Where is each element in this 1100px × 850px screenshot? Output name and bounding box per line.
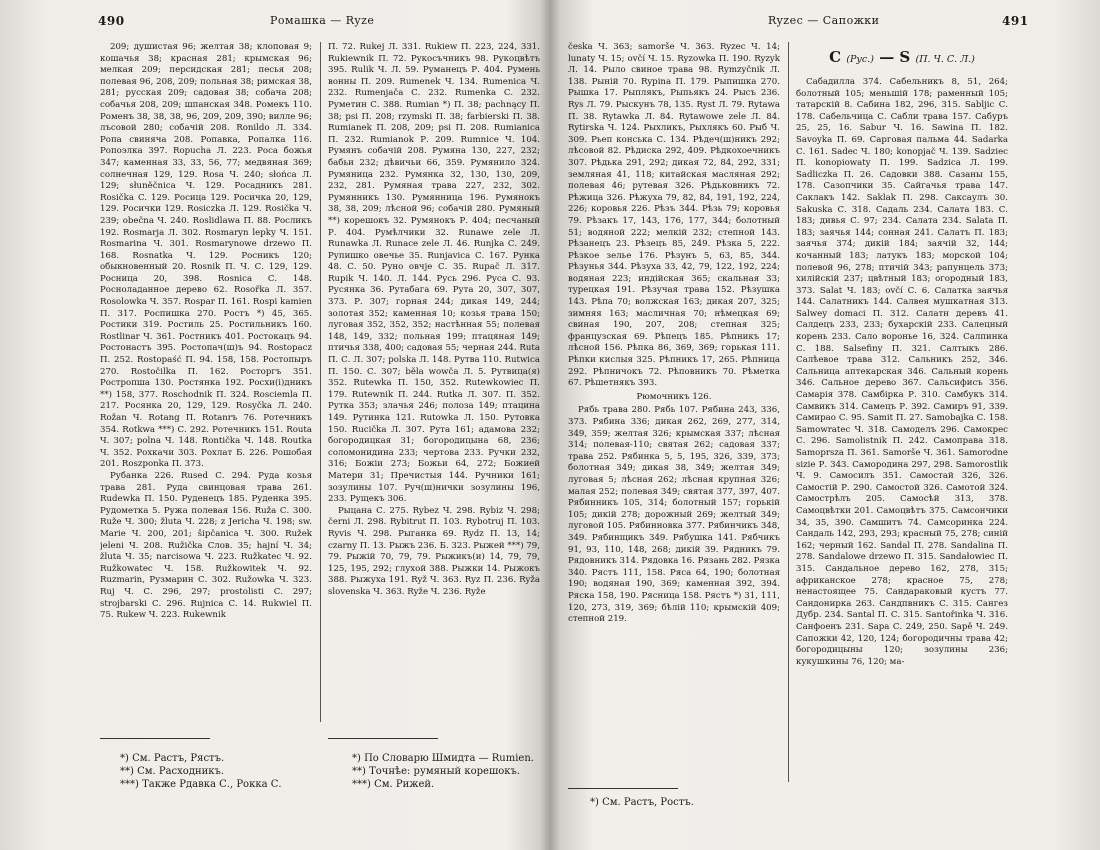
section-letter-latin: S — [899, 48, 911, 66]
left-col1b-text: Рубанка 226. Rused С. 294. Руда козья травa 281. Руда свинцовая трава 261. Rudewka П. 150. Руденецъ 185. Руденка 395. Рудометка 5. Ружа полевая 156. Ruža С. 300. Ruže Ч. 300; žluta Ч. 228; z Jericha Ч. 198; sw. Marie Ч. 200, 201; šipčanica Ч. 300. Ružek jeleni Ч. 208. Ružička Слов. 35; hajní Ч. 34; žluta Ч. 35; narcisowa Ч. 223. Ružkatec Ч. 92. Ružkowatec Ч. 158. Ružkowitek Ч. 92. Ruzmarin, Рузмарин С. 302. Ružowka Ч. 323. Ruj Ч. С. 296, 297; prostolisti С. 297; strojbarski С. 296. Rujnica С. 14. Rukwiel П. 75. Rukew Ч. 223. Rukewnik — [100, 470, 312, 621]
left-col2-text: П. 72. Rukej Л. 331. Rukiew П. 223, 224, 331. Rukiewnik П. 72. Рукосъчникъ 98. Рукоцвѣтъ 395. Rulik Ч. Л. 59. Руманецъ Р. 404. Румень вонны П. 209. Rumenek Ч. 134. Rumenica Ч. 232. Rumenjača С. 232. Rumenka С. 232. Руметин С. 388. Rumian *) П. 38; pachnący П. 38; psi П. 208; rzymski П. 38; farbierski П. 38. Rumianek П. 208, 209; psi П. 208. Rumianica П. 232. Rumianok Р. 209. Rumnice Ч. 104. Румянъ собачій 208. Румяна 130, 227, 232; бабьи 232; дѣвичьи 66, 359. Румянило 324. Румяница 232. Румянка 32, 130, 130, 209, 232, 281. Румяная травa 227, 232, 302. Румянникъ 130. Румянница 196. Румянокъ 38, 38, 209; лѣсной 96; собачій 280. Румяный **) корешокъ 32. Румянокъ Р. 404; песчаный Р. 404. Румѣлчики 32. Runawe zele Л. Runawka Л. Runace zele Л. 46. Runjka С. 249. Рупишко овечье 35. Runjavica С. 167. Рунка 48. С. 50. Руно овчје С. 35. Rupač Л. 317. Rupik Ч. 140. Л. 144. Русь 296. Руса С. 93. Русянка 36. Рутабага 69. Рута 20, 307, 307, 373. Р. 307; горная 244; дикая 149, 244; золотая 352; каменная 10; козья травa 150; луговая 352, 352, 352; настѣнная 55; полевая 148, 149, 332; польная 199; птацяная 149; птичья 338, 400; садовая 55; черная 244. Ruta П. С. Л. 307; polska Л. 148. Рутва 110. Rutwica П. 150. С. 307; běla wowča Л. 5. Рутвица(я) 352. Rutewka П. 150, 352. Rutewkowiec П. 179. Rutewnik П. 244. Rutka Л. 307. П. 352. Рутка 353; злачья 246; полоза 149; птацина 149. Рутинка 121. Rutowka Л. 150. Рутовка 150. Rucička Л. 307. Рута 161; адамова 232; богородицкая 31; богородицына 68, 236; соломонидина 233; чертова 233. Ручки 232, 316; Божіи 273; Божьи 64, 272; Божией Матери 31; Пречистыя 144. Ручники 161; зозулины 107. Руч(ш)нички зозулины 196, 233. Рущекъ 306. — [328, 42, 540, 505]
left-running-head: Ромашка — Ryze — [270, 14, 375, 27]
right-col1b-text: Рябь травa 280. Рябь 107. Рябина 243, 336, 373. Рябина 336; дикая 262, 269, 277, 314, 349, 359; желтая 326; крымская 337; лѣсная 314; полевая-110; святая 262; садовая 337; травa 252. Рябинка 5, 5, 195, 326, 339, 373; болотная 349; дикая 38, 349; желтая 349; луговая 5; лѣсная 262; лѣсная крупная 326; малая 252; полевая 349; святая 377, 397, 407. Рябинникъ 105, 314; болотный 157; горькій 105; дикій 278; дорожный 269; желтый 349; луговой 105. Рябинновка 377. Рябинчикъ 348, 349. Рябинщикъ 349. Рябушка 141. Рябчикъ 91, 93, 110, 148, 268; дикій 39. Рядникъ 79. Рядовникъ 314. Рядовка 16. Рязань 282. Рязка 340. Рястъ 111, 158. Ряса 64, 190; болотная 190; водяная 190, 369; каменная 392, 394. Ряска 158, 190. Рясница 158. Рястъ *) 31, 111, 120, 273, 319, 369; бѣлій 110; крымскій 409; степной 219. — [568, 405, 780, 625]
left-column-2 — [328, 42, 540, 692]
left-footnote-rule-1 — [100, 738, 210, 739]
left-col1-text: 209; душистая 96; желтая 38; клоповая 9; кошачья 38; красная 281; крымская 96; мелкая 209; персидская 281; песья 208; полевая 96, 208, 209; польная 38; римская 38, 281; русская 209; садовая 38; собача 208; собачья 208, 209; шпанская 348. Ромекъ 110. Роменъ 38, 38, 38, 96, 209, 209, 390; вилле 96; лъсовой 280; собачій 208. Ronildo Л. 334. Ропа свиняча 208. Ропавка, Ропалка 116. Ропоэлка 397. Ropucha Л. 223. Роса божья 347; каменная 33, 33, 56, 77; медвяная 369; солнечная 129, 129. Rosa Ч. 240; słońca Л. 129; słuněčnica Ч. 129. Росадникъ 281. Rosička C. 129. Росица 129. Росичка 20, 129, 129. Росички 129. Rosiczka Л. 129. Rosička Ч. 239; obečna Ч. 240. Roslidlawa П. 88. Росликъ 192. Rosmarja Л. 302. Rosmaryn lepky Ч. 151. Rosmarina Ч. 301. Rosmarynowe drzewo П. 168. Rosnatka Ч. 129. Росникъ 120; обыкновенный 20. Rosnik П. Ч. С. 129, 129. Росница 20, 398. Rosnica С. 148. Росноладанное дерево 62. Rosořka Л. 357. Rosolowka Ч. 357. Rospar П. 161. Rospi kamien П. 317. Роспишка 270. Ростъ *) 45, 365. Ростики 319. Ростиль 25. Ростильникъ 160. Rostlinar Ч. 361. Ростникъ 401. Ростокацъ 94. Ростонастъ 395. Ростопач(ш)ъ 94. Rostopacz П. 252. Rostopaść П. 94. 158, 158. Ростопыръ 270. Rostočilka П. 162. Росторгъ 351. Ростропша 130. Ростянка 192. Росхи(і)дникъ **) 158, 377. Roschodnik П. 324. Rosciemla П. 217. Росянка 20, 129, 129. Rosyčka Л. 240. Rožan Ч. Rotang П. Rotanrъ 76. Ротечникъ 354. Rotkwa ***) С. 292. Ротечникъ 151. Routa Ч. 307; polna Ч. 148. Rontička Ч. 148. Routka Ч. 352. Рохкачи 303. Рохлат Б. 226. Рошобая 201. Roszponka П. 373. — [100, 42, 312, 470]
left-col2b-text: Рыцана С. 275. Rybez Ч. 298. Rybiz Ч. 298; černi Л. 298. Rybitrut П. 103. Rybotruj П. 103. Ryvis Ч. 298. Рыганка 69. Rydz П. 13, 14; czarny П. 13. Рыжъ 236. Б. 323. Рыжей ***) 79, 79. Рыжій 70, 79, 79. Рыжикъ(и) 14, 79, 79, 125, 195, 292; глухой 388. Рыжки 14. Рыжокъ 388. Рыжуха 191. Ryž Ч. 363. Ryz П. 236. Ryža slovenska Ч. 363. Ryže Ч. 236. Ryže — [328, 505, 540, 597]
left-footnotes — [120, 752, 282, 791]
left-footnote: *) См. Растъ, Рястъ. — [120, 753, 225, 764]
right-running-head: Ryzec — Сапожки — [768, 14, 880, 27]
right-column-1 — [568, 42, 780, 782]
right-footnote: *) См. Растъ, Ростъ. — [590, 797, 694, 808]
right-col1-separator: Рюмочникъ 126. — [636, 391, 712, 402]
left-footnote-rule-2 — [328, 738, 438, 739]
right-footnotes — [590, 796, 694, 809]
left-footnote: ***) Также Рдавка С., Рокка С. — [120, 779, 282, 790]
mid-footnote: *) По Словарю Шмидта — Rumien. — [352, 753, 534, 764]
mid-footnotes — [352, 752, 534, 791]
section-heading: С (Рус.) — S (П. Ч. С. Л.) — [829, 48, 975, 66]
right-column-divider — [788, 42, 789, 782]
right-col2-text: Сабадилла 374. Сабельникъ 8, 51, 264; болотный 105; меньшій 178; раменный 105; татарскій 8. Сабина 182, 296, 315. Sabljic С. 178. Сабельчица С. Сабли травa 157. Сабуръ 25, 25, 16. Sabur Ч. 16. Sawina П. 182. Savoyka П. 69. Сарговая пальма 44. Sadarka С. 161. Sadec Ч. 180; konopjač Ч. 139. Sadziec П. konopiowaty П. 199. Sadzica Л. 199. Sadliczka П. 26. Садовки 388. Сазаны 155, 178. Сазопчики 35. Сайгачья травa 147. Саклакъ 142. Saklak П. 298. Саксаулъ 30. Sakuska С. 318. Садаль 234. Салата 183. С. 183; дивья С. 97; 234. Салата 234. Salata П. 183; заячья 144; сонная 241. Салатъ П. 183; заячья 374; дикій 184; заячій 32, 144; кочанный 183; латукъ 183; морской 104; полевой 96, 278; птичій 343; рапунцель 373; хилійскій 237; цвѣтный 183; огородный 183, 373. Salat Ч. 183; ovčí С. 6. Салатка заячья 144. Салатникъ 144. Салвея мушкатная 313. Salwey domaci П. 312. Салатн деревъ 41. Салдецъ 233, 233; бухарскій 233. Салецный корень 233. Сало воронье 16, 324. Салпинка С. 188. Salsefiny П. 321. Салтыкъ 286. Салѣевое травa 312. Сальникъ 252, 346. Сальница аптекарская 346. Сальный корень 346. Сальное дерево 367. Сальсифисъ 356. Самарія 378. Самбірка Р. 310. Самбукъ 314. Самвикъ 314. Самецъ Р. 392. Самиръ 91, 339. Самирао С. 95. Samit П. 27. Samobajka С. 158. Samowratec Ч. 318. Самоделъ 296. Самокрес С. 296. Samolistnik П. 242. Самоправа 318. Samoprsza П. 361. Samorše Ч. 361. Samorodne sizie Р. 343. Самородина 297, 298. Samorostlik Ч. 9. Самосилъ 351. Самостай 326, 326. Самостій Р. 290. Самостой 326. Самотой 324. Самострѣлъ 205. Самосѣй 313, 378. Самоцвѣтки 201. Самоцвѣтъ 375. Самсончики 34, 35, 390. Самшитъ 74. Самсоринка 224. Сандаль 142, 293, 293; красный 75, 278; синій 162; черный 162. Sandal П. 278. Sandalina П. 278. Sandalowe drzewo П. 315. Sandałowiec П. 315. Сандальное дерево 162, 278, 315; африканское 278; красное 75, 278; ненастоящее 75. Сандараковый кустъ 77. Сандонирка 263. Сандпвникъ С. 315. Сангез Дубр. 234. Santal П. С. 315. Santořinka Ч. 316. Санфоенъ 231. Sapa С. 249, 250. Sapě Ч. 249. Сапожки 42, 120, 124; богородичны травa 42; богородицыны 120; зозулины 236; кукушкины 76, 120; ма- — [796, 77, 1008, 667]
right-page — [550, 0, 1100, 850]
section-letter-cyrillic: С — [829, 48, 842, 66]
left-footnote: **) См. Расходникъ. — [120, 766, 225, 777]
right-page-number: 491 — [1002, 14, 1029, 28]
right-footnote-rule — [568, 788, 678, 789]
left-column-divider — [320, 42, 321, 722]
right-col1-text: česka Ч. 363; samorše Ч. 363. Ryzec Ч. 14; lunaty Ч. 15; ovčí Ч. 15. Ryzowka П. 190. Ryzyk Л. 14. Рыло свиное травa 98. Rymzyčnik Л. 138. Рыній 70. Rypina П. 179. Рыпишка 270. Рышка 17. Рыплякъ, Рыпьякъ 24. Рысъ 236. Rys Л. 79. Рыскунъ 78, 135. Ryst Л. 79. Rytawa П. 38. Rytawka Л. 84. Rytawowe zele Л. 84. Rytirska Ч. 124. Рыхликъ, Рыхлякъ 60. Рыб Ч. 309. Рьеп конська С. 134. Рѣдеч(ш)никъ 292; лѣсовой 82. Рѣдиска 292, 409. Рѣдкохоечникъ 307. Рѣдька 291, 292; дикая 72, 84, 292, 331; земляная 41, 118; китайская масляная 292; полевая 46; рутевая 326. Рѣдьковникъ 72. Рѣжица 326. Рѣжуха 79, 82, 84, 191, 192, 224, 226; коровья 226. Рѣзъ 344. Рѣзь 79; коровья 79. Рѣзакъ 17, 143, 176, 177, 344; болотный 51; водяной 222; мелкій 232; степной 143. Рѣзанецъ 23. Рѣзецъ 85, 249. Рѣзка 5, 222. Рѣзкое зелье 176. Рѣзунъ 5, 63, 85, 344. Рѣзунья 344. Рѣзуха 33, 42, 79, 122, 192, 224; водяная 223; индійская 365; скальная 33; турецкая 191. Рѣзучая травa 152. Рѣзушка 143. Рѣпа 70; волжская 163; дикая 207, 325; зимняя 163; масличная 70; нѣмецкая 69; свиная 190, 207, 208; степная 325; французская 69. Рѣпецъ 185. Рѣпникъ 17; лѣсной 156. Рѣпка 86, 369, 369; горькая 111. Рѣпки кислыя 325. Рѣпникъ 17, 265. Рѣпница 292. Рѣпничокъ 72. Рѣповникъ 70. Рѣметка 67. Рѣшетнякъ 393. — [568, 42, 780, 389]
mid-footnote: ***) См. Рижей. — [352, 779, 435, 790]
section-lang-slav: (П. Ч. С. Л.) — [915, 54, 975, 65]
mid-footnote: **) Точнѣе: румяный корешокъ. — [352, 766, 521, 777]
right-column-2 — [796, 42, 1008, 802]
left-page-number: 490 — [98, 14, 125, 28]
left-column-1 — [100, 42, 312, 692]
section-lang-rus: (Рус.) — [846, 54, 874, 65]
